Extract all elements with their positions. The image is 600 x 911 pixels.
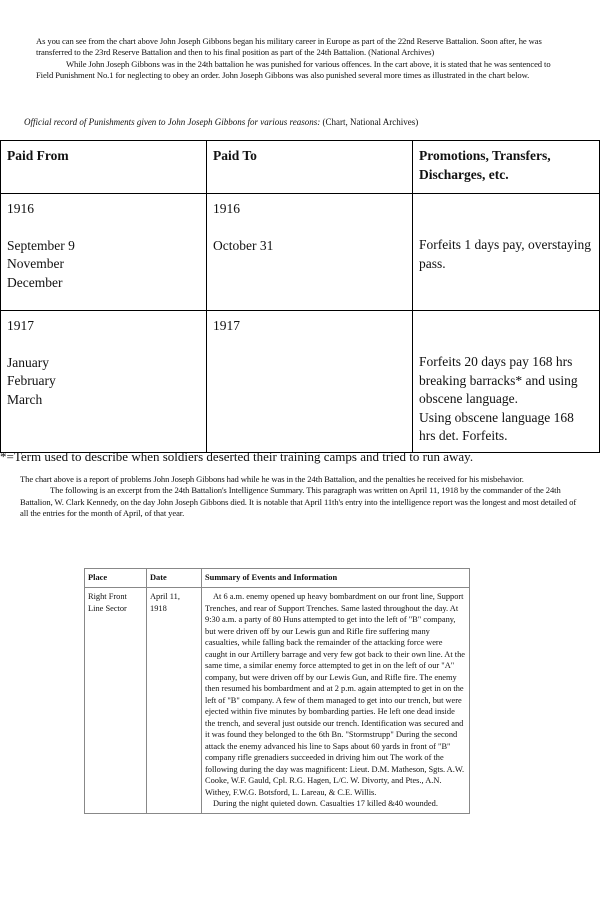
header-date: Date (147, 569, 202, 588)
paid-from-cell (1, 311, 207, 453)
caption-text: Official record of Punishments given to John Joseph Gibbons for various reasons: (24, 117, 321, 127)
paid-from-date: November (7, 256, 64, 271)
followup-paragraphs (20, 474, 580, 520)
paid-from-date: September 9 (7, 237, 75, 253)
paid-to-cell (207, 311, 413, 453)
remark-text: Using obscene language 168 hrs det. Forfeits. (419, 409, 574, 443)
paid-from-date: February (7, 373, 56, 388)
pay-record-table (0, 140, 600, 453)
paid-to-year: 1917 (213, 318, 240, 333)
intel-date-cell: April 11, 1918 (147, 588, 202, 814)
pay-table-row (1, 311, 600, 453)
intel-summary-cell (202, 588, 470, 814)
header-promotions: Promotions, Transfers, Discharges, etc. (413, 141, 600, 194)
paid-from-year: 1916 (7, 201, 34, 216)
paid-to-year: 1916 (213, 201, 240, 216)
header-summary: Summary of Events and Information (202, 569, 470, 588)
paid-from-date: January (7, 354, 49, 370)
paid-from-year: 1917 (7, 318, 34, 333)
remark-text: Forfeits 1 days pay, overstaying pass. (419, 237, 591, 271)
footnote: *=Term used to describe when soldiers deserted their training camps and tried to run away. (0, 449, 474, 464)
header-paid-from: Paid From (1, 141, 207, 194)
intel-row (85, 588, 470, 814)
paid-from-cell (1, 194, 207, 311)
intel-summary-text: At 6 a.m. enemy opened up heavy bombardment on our front line, Support Trenches, and rear of Support Trenches. Same lasted throughout the day. At 9:30 a.m. a party of 80 Huns attempted to get into the left of "B" company, but were driven off by our Lewis gun and Rifle fire suffering many casualties, while falling back the remainder of the attacking force were caught in our Artillery barrage and very few got back to their own line. At the same time, a similar enemy force attempted to get in on the left of our "A" company, but were driven off by our Lewis Gun, and Rifle fire. The enemy then resumed his bombardment and at 2 p.m. again attempted to get in on the left of "B" company. A few of them managed to get into our trench, but were ejected within five minutes by bombarding parties. He left one dead inside the trench, and several just outside our trench. Identification was secured and it was found they belonged to the 6th Bn. "Stormstrupp" During the second attack the enemy advanced his line to Saps about 60 yards in front of "B" company rifle grenadiers succeeded in driving him out The work of the following during the day was magnificent: Lieut. D.M. Matheson, Sgts. A.W. Cooke, W.F. Gauld, Cpl. R.G. Hagen, L/C. W. Divorty, and Ptes., A.N. Withey, F.W.G. Botsford, L. Lareau, & C.E. Willis. (205, 592, 466, 797)
intel-summary-end: During the night quieted down. Casualties 17 killed &40 wounded. (213, 799, 438, 808)
remarks-cell (413, 311, 600, 453)
followup-paragraph-2: The following is an excerpt from the 24th Battalion's Intelligence Summary. This paragraph was written on April 11, 1918 by the commander of the 24th Battalion, W. Clark Kennedy, on the day John Joseph Gibbons died. It is notable that April 11th's entry into the intelligence report was the longest and most detailed of all the entries for the month of April, of that year. (20, 485, 577, 519)
paid-from-date: December (7, 274, 63, 290)
header-place: Place (85, 569, 147, 588)
paid-from-date: March (7, 391, 43, 407)
paid-to-cell (207, 194, 413, 311)
punishment-caption (24, 117, 418, 127)
pay-table-header-row (1, 141, 600, 194)
intro-paragraph-1: As you can see from the chart above John Joseph Gibbons began his military career in Europe as part of the 22nd Reserve Battalion. Soon after, he was transferred to the 23rd Reserve Battalion and then to his final position as part of the 24th Battalion. (National Archives) (36, 36, 542, 58)
caption-source: (Chart, National Archives) (322, 117, 419, 127)
intro-paragraphs (36, 36, 564, 82)
remark-text: Forfeits 20 days pay 168 hrs breaking barracks* and using obscene language. (419, 354, 578, 406)
intro-paragraph-2: While John Joseph Gibbons was in the 24th battalion he was punished for various offences. In the cart above, it is stated that he was sentenced to Field Punishment No.1 for neglecting to obey an order. John Joseph Gibbons was also punished several more times as illustrated in the chart below. (36, 58, 551, 81)
intel-header-row (85, 569, 470, 588)
remarks-cell (413, 194, 600, 311)
intel-place-cell: Right Front Line Sector (85, 588, 147, 814)
intelligence-summary-table (84, 568, 470, 814)
followup-paragraph-1: The chart above is a report of problems John Joseph Gibbons had while he was in the 24th Battalion, and the penalties he received for his misbehavior. (20, 474, 524, 484)
paid-to-date: October 31 (213, 237, 274, 253)
header-paid-to: Paid To (207, 141, 413, 194)
pay-table-row (1, 194, 600, 311)
